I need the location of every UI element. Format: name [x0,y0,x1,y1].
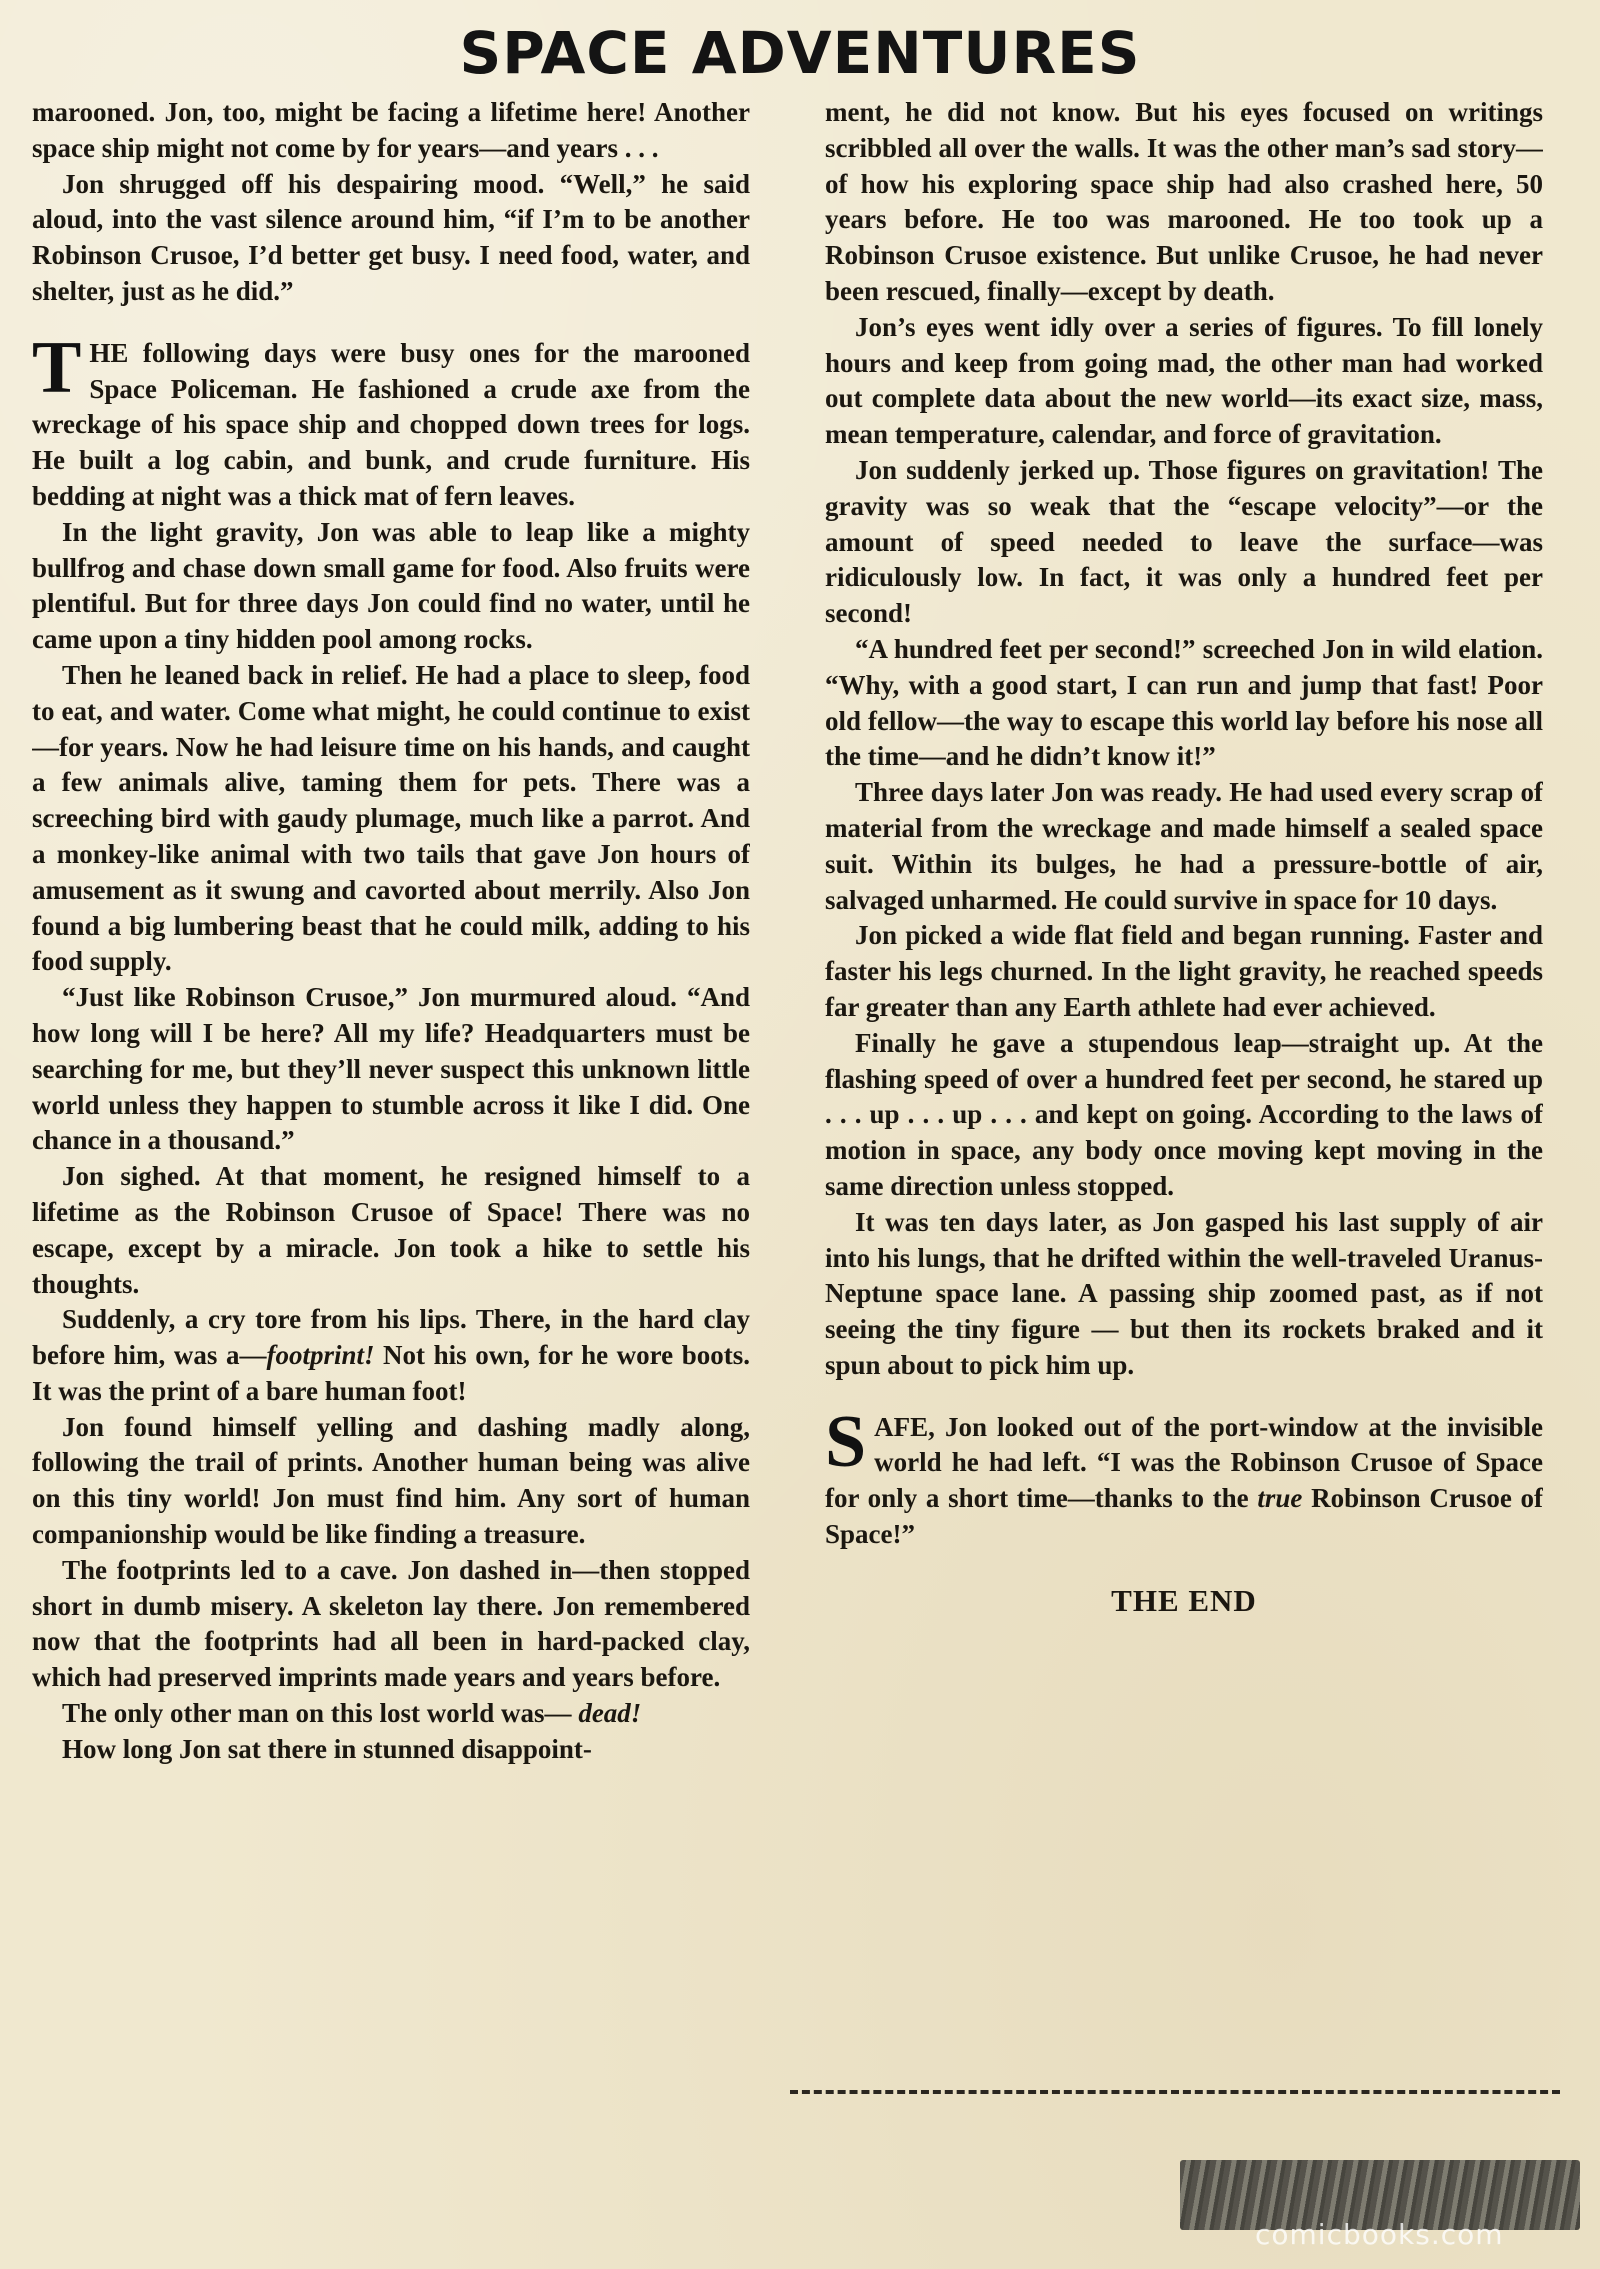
paragraph: The footprints led to a cave. Jon dashed in—then stopped short in dumb misery. A skeleton lay there. Jon remembered now that the footprints had all been in hard-packed clay, which had preserved imprints made years and years before. [32,1554,750,1693]
paragraph: Jon shrugged off his despairing mood. “Well,” he said aloud, into the vast silence around him, “if I’m to be another Robinson Crusoe, I’d better get busy. I need food, water, and shelter, just as he did.” [32,168,750,306]
emphasis-text: true [1257,1483,1303,1514]
page-title: SPACE ADVENTURES [459,19,1141,87]
paragraph-text: AFE, Jon looked out of the port-window at the invisible world he had left. “I was the Robinson Crusoe of Space for only a short time—thanks to the [825,1411,1543,1514]
paragraph: Jon suddenly jerked up. Those figures on gravitation! The gravity was so weak that the “escape velocity”—or the amount of speed needed to leave the surface—was ridiculously low. In fact, it was only a hundred feet per second! [825,454,1543,629]
paragraph: ment, he did not know. But his eyes focused on writings scribbled all over the walls. It was the other man’s sad story—of how his exploring space ship had also crashed here, 50 years before. He too was marooned. He too took up a Robinson Crusoe existence. But unlike Crusoe, he had never been rescued, finally—except by death. [825,97,1543,306]
paragraph-text: Robinson Crusoe of Space!” [825,1483,1543,1550]
paragraph-text: Suddenly, a cry tore from his lips. There, in the hard clay before him, was a— [32,1304,750,1371]
paragraph [32,326,750,515]
the-end-label: THE END [1111,1582,1257,1618]
paragraph [32,1696,750,1732]
paragraph: marooned. Jon, too, might be facing a lifetime here! Another space ship might not come by for years—and years . . . [32,97,750,163]
paragraph: Jon’s eyes went idly over a series of figures. To fill lonely hours and keep from going mad, the other man had worked out complete data about the new world—its exact size, mass, mean temperature, calendar, and force of gravitation. [825,311,1543,450]
paragraph: “Just like Robinson Crusoe,” Jon murmured aloud. “And how long will I be here? All my life? Headquarters must be searching for me, but they’ll never suspect this unknown little world unless they happen to stumble across it like I did. One chance in a thousand.” [32,982,750,1156]
drop-cap: S [825,1400,867,1483]
paragraph: How long Jon sat there in stunned disappoint- [62,1733,592,1764]
paragraph: Then he leaned back in relief. He had a place to sleep, food to eat, and water. Come what might, he could continue to exist—for years. Now he had leisure time on his hands, and caught a few animals alive, taming them for pets. There was a screeching bird with gaudy plumage, much like a parrot. And a monkey-like animal with two tails that gave Jon hours of amusement as it swung and cavorted about merrily. Also Jon found a big lumbering beast that he could milk, adding to his food supply. [32,659,750,977]
right-column [825,95,1543,2175]
paragraph-text: The only other man on this lost world was— [62,1698,572,1729]
paragraph: Three days later Jon was ready. He had used every scrap of material from the wreckage and made himself a sealed space suit. Within its bulges, he had a pressure-bottle of air, salvaged unharmed. He could survive in space for 10 days. [825,777,1543,915]
drop-cap: T [32,326,82,409]
paragraph [825,1400,1543,1553]
paragraph: “A hundred feet per second!” screeched Jon in wild elation. “Why, with a good start, I can run and jump that fast! Poor old fellow—the way to escape this world lay before his nose all the time—and he didn’t know it!” [825,633,1543,772]
watermark: comicbooks.com [1255,2218,1504,2251]
paragraph: It was ten days later, as Jon gasped his last supply of air into his lungs, that he drifted within the well-traveled Uranus-Neptune space lane. A passing ship zoomed past, as if not seeing the tiny figure — but then its rockets braked and it spun about to pick him up. [825,1206,1543,1380]
paragraph [32,1302,750,1409]
left-column [32,95,750,2175]
emphasis-text: dead! [578,1698,642,1729]
paragraph: In the light gravity, Jon was able to leap like a mighty bullfrog and chase down small game for food. Also fruits were plentiful. But for three days Jon could find no water, until he came upon a tiny hidden pool among rocks. [32,516,750,655]
paragraph-text: HE following days were busy ones for the marooned Space Policeman. He fashioned a crude axe from the wreckage of his space ship and chopped down trees for logs. He built a log cabin, and bunk, and crude furniture. His bedding at night was a thick mat of fern leaves. [32,337,750,511]
paragraph: Jon sighed. At that moment, he resigned himself to a lifetime as the Robinson Crusoe of Space! There was no escape, except by a miracle. Jon took a hike to settle his thoughts. [32,1161,750,1299]
emphasis-text: footprint! [266,1340,375,1371]
paragraph: Finally he gave a stupendous leap—straight up. At the flashing speed of over a hundred feet per second, he stared up . . . up . . . up . . . and kept on going. According to the laws of motion in space, any body once moving kept moving in the same direction unless stopped. [825,1027,1543,1201]
paragraph: Jon found himself yelling and dashing madly along, following the trail of prints. Another human being was alive on this tiny world! Jon must find him. Any sort of human companionship would be like finding a treasure. [32,1411,750,1550]
paragraph: Jon picked a wide flat field and began running. Faster and faster his legs churned. In the light gravity, he reached speeds far greater than any Earth athlete had ever achieved. [825,920,1543,1022]
divider-rule [790,2090,1560,2094]
paragraph-text: Not his own, for he wore boots. It was the print of a bare human foot! [32,1340,750,1406]
